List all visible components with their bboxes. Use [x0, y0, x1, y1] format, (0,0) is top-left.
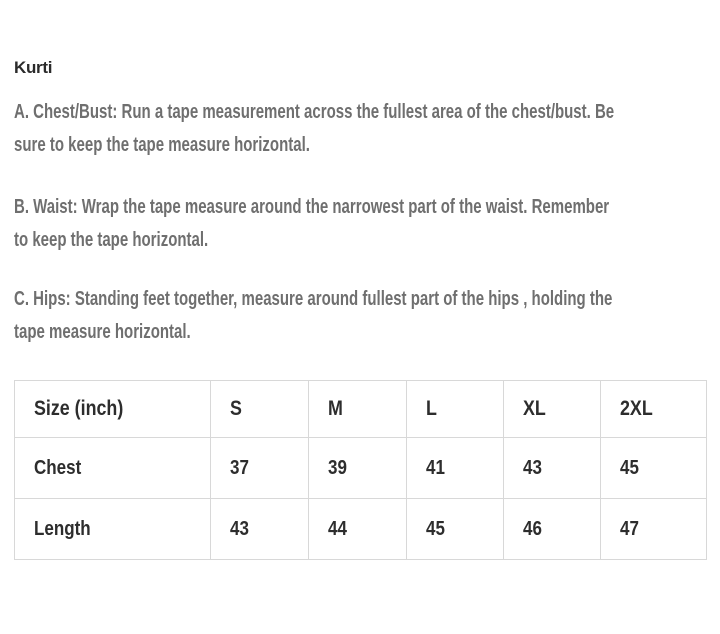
instruction-hips — [14, 283, 706, 349]
size-value-cell-chest-s: 37 — [211, 438, 309, 499]
row-label-length: Length — [15, 499, 211, 560]
page-title-text: Kurti — [14, 58, 53, 77]
size-value-cell-chest-xl: 43 — [504, 438, 601, 499]
size-value-cell-chest-2xl: 45 — [601, 438, 707, 499]
size-value-cell-length-2xl: 47 — [601, 499, 707, 560]
instruction-line: C. Hips: Standing feet together, measure around fullest part of the hips , holding the — [14, 288, 613, 310]
table-row-length — [15, 499, 707, 560]
size-value-cell-length-m: 44 — [309, 499, 407, 560]
column-header-l: L — [407, 381, 504, 438]
size-value-cell-chest-m: 39 — [309, 438, 407, 499]
column-header-s: S — [211, 381, 309, 438]
table-row-chest — [15, 438, 707, 499]
instruction-line: A. Chest/Bust: Run a tape measurement across the fullest area of the chest/bust. Be — [14, 101, 615, 123]
column-header-m: M — [309, 381, 407, 438]
instruction-line: sure to keep the tape measure horizontal. — [14, 134, 310, 156]
instruction-waist — [14, 191, 706, 257]
size-value-cell-chest-l: 41 — [407, 438, 504, 499]
column-header-2xl: 2XL — [601, 381, 707, 438]
page-title — [14, 58, 706, 78]
column-header-xl: XL — [504, 381, 601, 438]
instruction-line: B. Waist: Wrap the tape measure around the narrowest part of the waist. Remember — [14, 196, 610, 218]
instruction-line: tape measure horizontal. — [14, 321, 191, 343]
size-chart-table — [14, 380, 707, 560]
size-value-cell-length-s: 43 — [211, 499, 309, 560]
column-header-size-inch: Size (inch) — [15, 381, 211, 438]
size-value-cell-length-xl: 46 — [504, 499, 601, 560]
row-label-chest: Chest — [15, 438, 211, 499]
size-value-cell-length-l: 45 — [407, 499, 504, 560]
size-chart-header-row — [15, 381, 707, 438]
instruction-chest-bust — [14, 96, 706, 162]
instruction-line: to keep the tape horizontal. — [14, 229, 209, 251]
